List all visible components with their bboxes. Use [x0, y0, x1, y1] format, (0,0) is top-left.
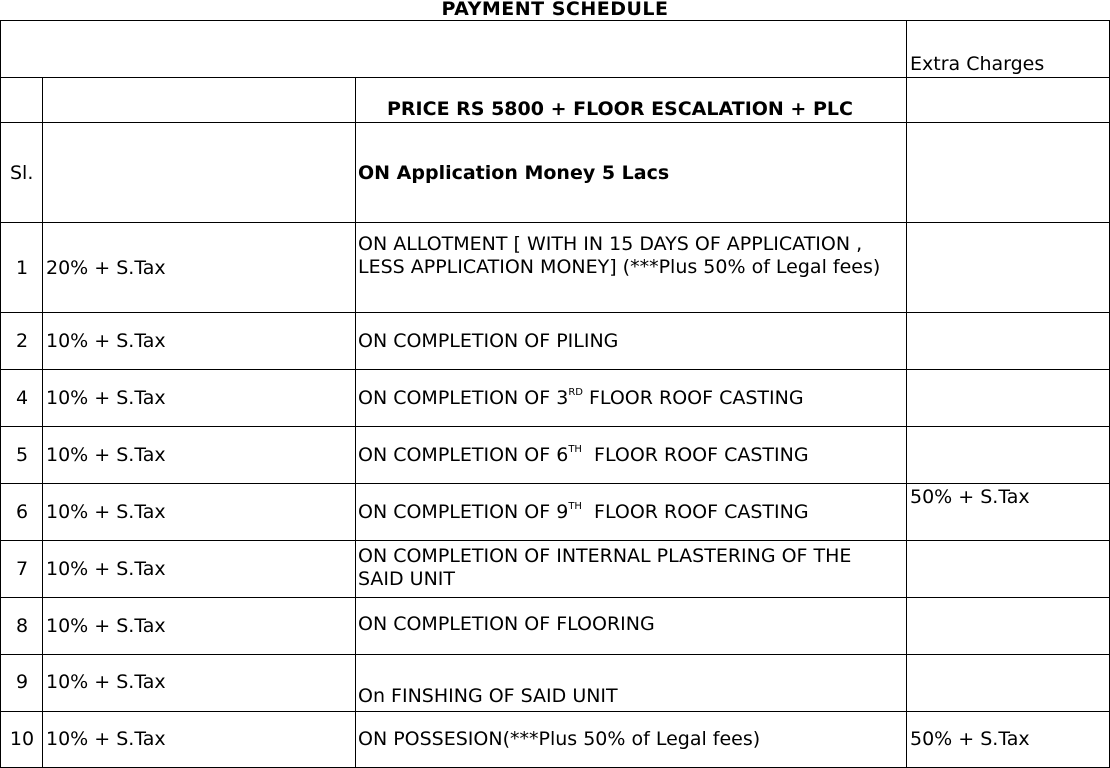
table-row-pct-cell — [42, 711, 357, 768]
row-percentage: 10% + S.Tax — [46, 615, 166, 637]
table-row-extra-cell — [906, 426, 1110, 485]
table-row-pct-cell — [42, 369, 357, 428]
table-row-sl-cell — [0, 597, 44, 656]
extra-charges-header: Extra Charges — [910, 53, 1045, 75]
extra-charge-value: 50% + S.Tax — [910, 728, 1030, 750]
table-row-pct-cell — [42, 222, 357, 314]
row-description: ON COMPLETION OF PILING — [358, 330, 619, 352]
table-row-desc-cell — [355, 597, 908, 656]
row-description: ON COMPLETION OF INTERNAL PLASTERING OF THE SAID UNIT — [358, 545, 852, 590]
row-description: ON COMPLETION OF FLOORING — [358, 613, 655, 635]
table-row-sl-cell — [0, 369, 44, 428]
table-row-extra-cell — [906, 312, 1110, 371]
table-row-pct-cell — [42, 540, 357, 599]
table-row-desc-cell — [355, 222, 908, 314]
table-row-desc-cell — [355, 540, 908, 599]
price-line: PRICE RS 5800 + FLOOR ESCALATION + PLC — [387, 98, 853, 120]
table-row-desc-cell — [355, 711, 908, 768]
table-row-sl-cell — [0, 312, 44, 371]
row-description: ON COMPLETION OF 6TH FLOOR ROOF CASTING — [358, 444, 809, 466]
row-percentage: 10% + S.Tax — [46, 330, 166, 352]
table-row-extra-cell — [906, 222, 1110, 314]
price-row-pct-cell — [42, 77, 357, 124]
row-sl: 2 — [15, 330, 29, 352]
table-row-pct-cell — [42, 426, 357, 485]
table-row-extra-cell — [906, 483, 1110, 542]
table-row-desc-cell — [355, 654, 908, 713]
row-sl: 8 — [15, 615, 29, 637]
row-percentage: 10% + S.Tax — [46, 444, 166, 466]
table-row-pct-cell — [42, 654, 357, 713]
row-sl: 10 — [9, 728, 35, 750]
sl-header-cell — [0, 122, 44, 224]
application-pct-cell — [42, 122, 357, 224]
extra-charges-header-cell — [906, 20, 1110, 79]
application-money: ON Application Money 5 Lacs — [358, 162, 670, 184]
table-row-pct-cell — [42, 312, 357, 371]
table-row-sl-cell — [0, 483, 44, 542]
price-row-desc-cell — [355, 77, 908, 124]
application-desc-cell — [355, 122, 908, 224]
row-description: ON ALLOTMENT [ WITH IN 15 DAYS OF APPLICATION , LESS APPLICATION MONEY] (***Plus 50% of Legal fees) — [358, 233, 881, 278]
table-row-desc-cell — [355, 426, 908, 485]
table-row-sl-cell — [0, 426, 44, 485]
table-row-sl-cell — [0, 222, 44, 314]
row-description: On FINSHING OF SAID UNIT — [358, 685, 618, 707]
price-row-sl-cell — [0, 77, 44, 124]
extra-charge-value: 50% + S.Tax — [910, 486, 1030, 508]
table-row-extra-cell — [906, 369, 1110, 428]
table-row-desc-cell — [355, 312, 908, 371]
table-row-extra-cell — [906, 597, 1110, 656]
table-row-desc-cell — [355, 483, 908, 542]
row-percentage: 10% + S.Tax — [46, 501, 166, 523]
price-row-extra-cell — [906, 77, 1110, 124]
table-row-pct-cell — [42, 483, 357, 542]
table-row-sl-cell — [0, 711, 44, 768]
table-row-extra-cell — [906, 540, 1110, 599]
table-row-sl-cell — [0, 654, 44, 713]
row-description: ON POSSESION(***Plus 50% of Legal fees) — [358, 728, 761, 750]
table-row-desc-cell — [355, 369, 908, 428]
row-description: ON COMPLETION OF 3RD FLOOR ROOF CASTING — [358, 387, 804, 409]
row-percentage: 10% + S.Tax — [46, 671, 166, 693]
page-title: PAYMENT SCHEDULE — [441, 0, 669, 20]
row-percentage: 10% + S.Tax — [46, 728, 166, 750]
row-sl: 4 — [15, 387, 29, 409]
row-percentage: 10% + S.Tax — [46, 387, 166, 409]
row-sl: 5 — [15, 444, 29, 466]
row-percentage: 10% + S.Tax — [46, 558, 166, 580]
table-row-pct-cell — [42, 597, 357, 656]
row-sl: 7 — [15, 558, 29, 580]
table-row-extra-cell — [906, 654, 1110, 713]
row-sl: 9 — [15, 671, 29, 693]
row-description: ON COMPLETION OF 9TH FLOOR ROOF CASTING — [358, 501, 809, 523]
table-row-extra-cell — [906, 711, 1110, 768]
table-row-sl-cell — [0, 540, 44, 599]
row-sl: 6 — [15, 501, 29, 523]
row-sl: 1 — [15, 257, 29, 279]
application-extra-cell — [906, 122, 1110, 224]
sl-header: Sl. — [10, 162, 34, 184]
header-blank-cell — [0, 20, 908, 79]
row-percentage: 20% + S.Tax — [46, 257, 166, 279]
